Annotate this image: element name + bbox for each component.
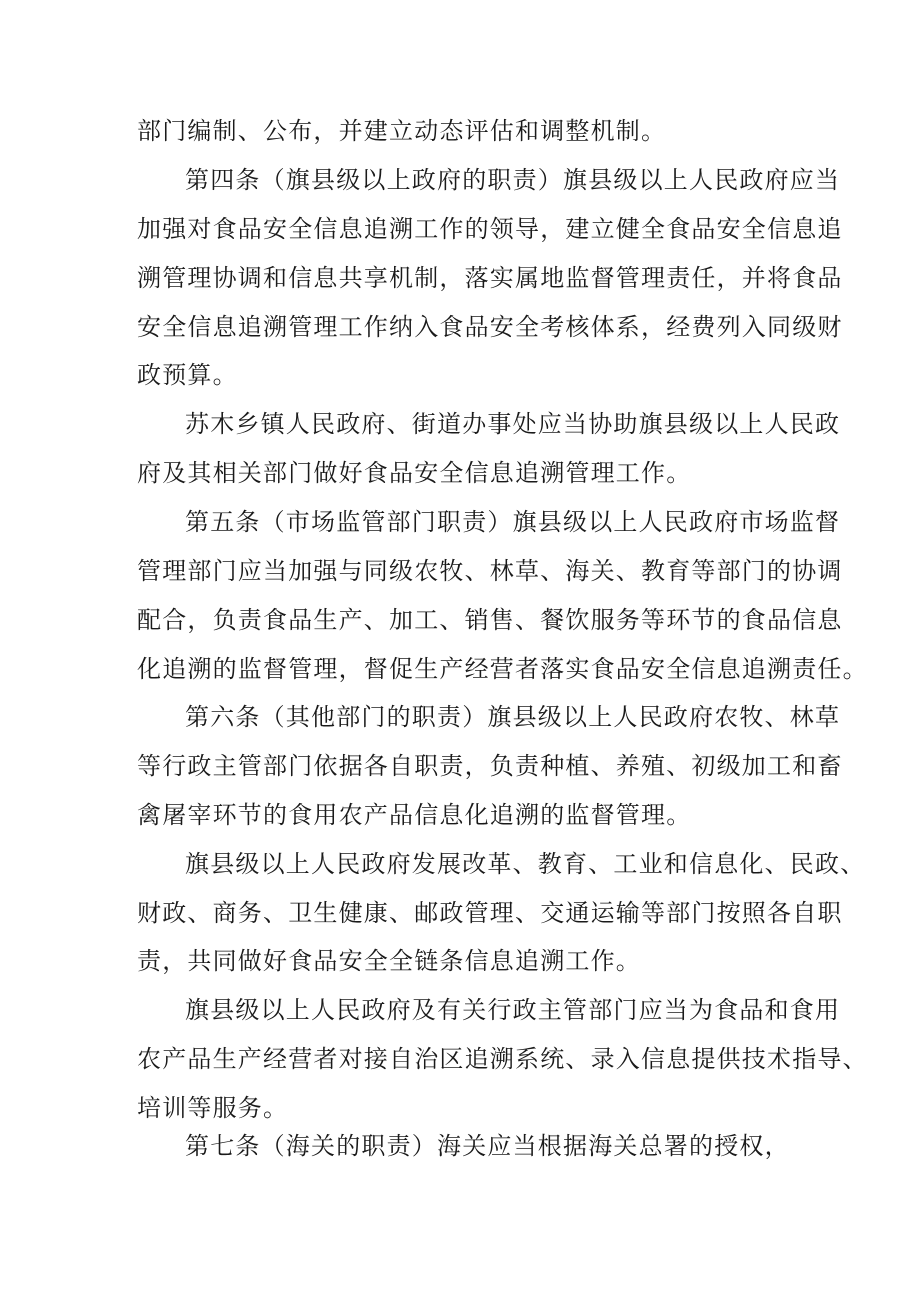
- text-line: 财政、商务、卫生健康、邮政管理、交通运输等部门按照各自职: [137, 899, 843, 927]
- text-line: 部门编制、公布，并建立动态评估和调整机制。: [137, 117, 667, 145]
- text-line: 培训等服务。: [137, 1094, 289, 1122]
- text-line: 旗县级以上人民政府发展改革、教育、工业和信息化、民政、: [185, 850, 866, 878]
- text-line: 配合，负责食品生产、加工、销售、餐饮服务等环节的食品信息: [137, 606, 843, 634]
- text-line: 第五条（市场监管部门职责）旗县级以上人民政府市场监督: [185, 508, 841, 536]
- text-line: 等行政主管部门依据各自职责，负责种植、养殖、初级加工和畜: [137, 752, 843, 780]
- text-line: 禽屠宰环节的食用农产品信息化追溯的监督管理。: [137, 801, 692, 829]
- text-line: 化追溯的监督管理，督促生产经营者落实食品安全信息追溯责任。: [137, 655, 868, 683]
- text-line: 管理部门应当加强与同级农牧、林草、海关、教育等部门的协调: [137, 557, 843, 585]
- text-line: 第七条（海关的职责）海关应当根据海关总署的授权，: [185, 1132, 790, 1160]
- text-line: 加强对食品安全信息追溯工作的领导，建立健全食品安全信息追: [137, 215, 843, 243]
- text-line: 政预算。: [137, 361, 238, 389]
- text-line: 府及其相关部门做好食品安全信息追溯管理工作。: [137, 459, 692, 487]
- text-line: 责，共同做好食品安全全链条信息追溯工作。: [137, 947, 641, 975]
- text-line: 旗县级以上人民政府及有关行政主管部门应当为食品和食用: [185, 996, 841, 1024]
- text-line: 安全信息追溯管理工作纳入食品安全考核体系，经费列入同级财: [137, 313, 843, 341]
- text-line: 第六条（其他部门的职责）旗县级以上人民政府农牧、林草: [185, 703, 841, 731]
- text-line: 第四条（旗县级以上政府的职责）旗县级以上人民政府应当: [185, 166, 841, 194]
- text-line: 苏木乡镇人民政府、街道办事处应当协助旗县级以上人民政: [185, 410, 841, 438]
- text-line: 农产品生产经营者对接自治区追溯系统、录入信息提供技术指导、: [137, 1045, 868, 1073]
- text-line: 溯管理协调和信息共享机制，落实属地监督管理责任，并将食品: [137, 264, 843, 292]
